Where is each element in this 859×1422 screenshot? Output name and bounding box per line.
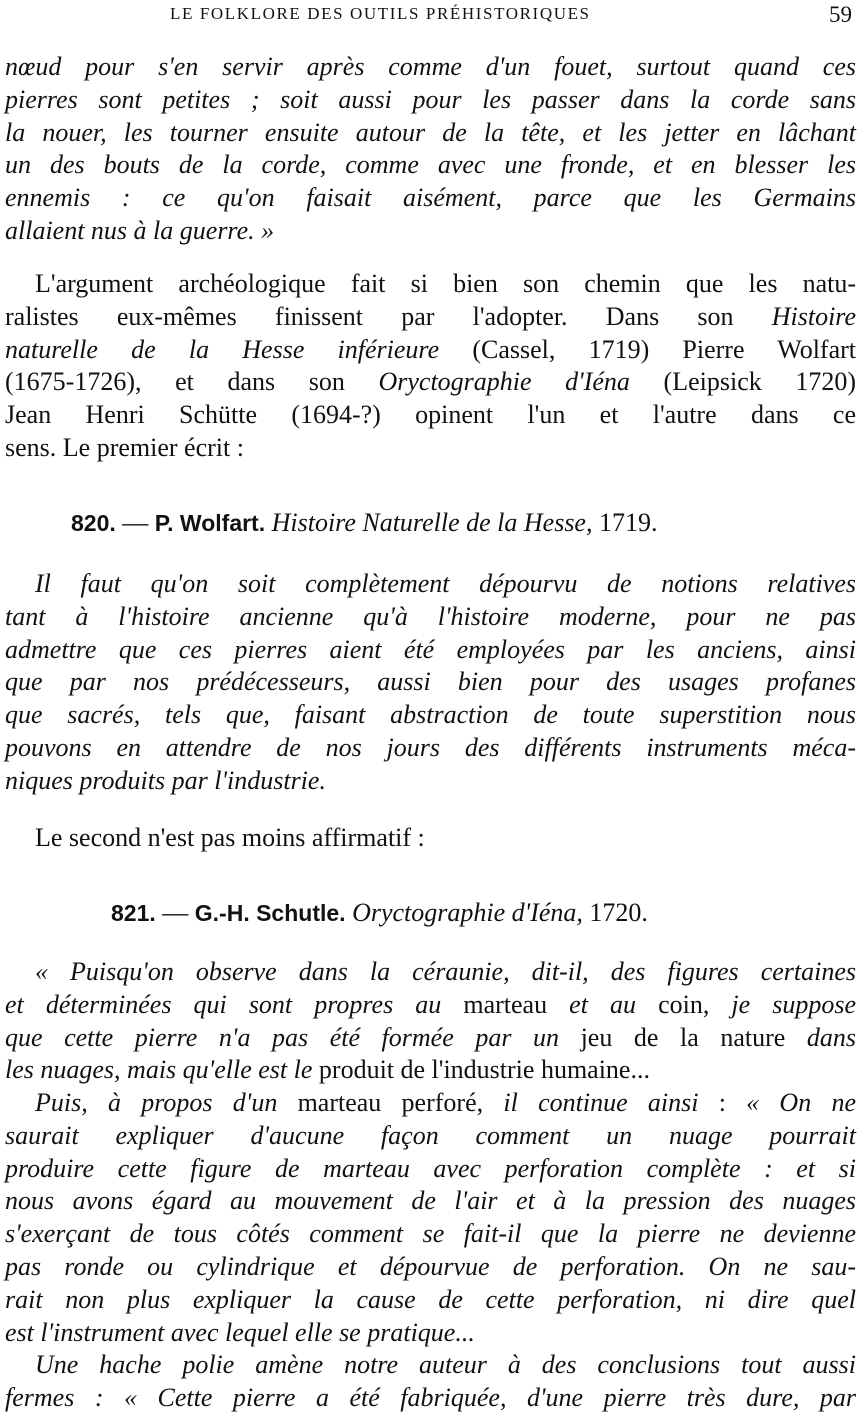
- quote-wolfart: [5, 568, 856, 798]
- book-title: Oryctographie d'Iéna: [378, 367, 630, 397]
- entry-title: Oryctographie d'Iéna,: [345, 898, 583, 927]
- text-line: Une hache polie amène notre auteur à des conclusions tout aussi: [35, 1350, 856, 1379]
- entry-author: P. Wolfart.: [154, 510, 266, 536]
- entry-year: 1719.: [592, 508, 658, 537]
- entry-number: 820.: [71, 510, 116, 536]
- text-line: que cette pierre n'a pas été formée par un jeu de la nature dans: [5, 1022, 856, 1052]
- entry-author: G.-H. Schutle.: [194, 900, 346, 926]
- text-line: et déterminées qui sont propres au marteau et au coin, je suppose: [5, 989, 857, 1019]
- text-line: rait non plus expliquer la cause de cette perforation, ni dire quel: [5, 1284, 856, 1314]
- text-line: pierres sont petites ; soit aussi pour les passer dans la corde sans: [5, 84, 856, 114]
- text-line: la nouer, les tourner ensuite autour de la tête, et les jetter en lâchant: [5, 117, 856, 147]
- page-number: 59: [829, 2, 852, 27]
- text-line: sens. Le premier écrit :: [5, 432, 244, 462]
- text-line: admettre que ces pierres aient été employées par les anciens, ainsi: [5, 634, 856, 664]
- entry-year: 1720.: [582, 898, 648, 927]
- book-title: naturelle de la Hesse inférieure: [5, 334, 440, 364]
- paragraph-hammer: [5, 1087, 856, 1349]
- text-line: Le second n'est pas moins affirmatif :: [35, 823, 425, 852]
- text-line: ennemis : ce qu'on faisait aisément, parce que les Germains: [5, 183, 856, 213]
- text-line: s'exerçant de tous côtés comment se fait-il que la pierre ne devienne: [5, 1219, 856, 1249]
- entry-title: Histoire Naturelle de la Hesse,: [265, 508, 593, 537]
- quote-schutte: [5, 956, 856, 1087]
- book-title: Histoire: [771, 301, 856, 331]
- quote-continuation: [5, 51, 856, 248]
- heading-821: 821. — G.-H. Schutle. Oryctographie d'Iéna, 1720.: [111, 898, 648, 927]
- text-line: les nuages, mais qu'elle est le produit de l'industrie humaine...: [5, 1055, 650, 1085]
- entry-number: 821.: [111, 900, 156, 926]
- text-line: naturelle de la Hesse inférieure (Cassel, 1719) Pierre Wolfart: [5, 334, 856, 364]
- text-line: nœud pour s'en servir après comme d'un fouet, surtout quand ces: [5, 52, 856, 81]
- text-line: niques produits par l'industrie.: [5, 765, 326, 795]
- text-line: L'argument archéologique fait si bien son chemin que les natu-: [35, 269, 856, 298]
- paragraph-axe: [5, 1349, 856, 1415]
- paragraph-second: [5, 822, 856, 855]
- text-line: Jean Henri Schütte (1694-?) opinent l'un et l'autre dans ce: [5, 400, 856, 430]
- text-line: nous avons égard au mouvement de l'air et à la pression des nuages: [5, 1186, 856, 1216]
- running-title: LE FOLKLORE DES OUTILS PRÉHISTORIQUES: [170, 4, 591, 23]
- running-head: [5, 2, 856, 28]
- text-line: produire cette figure de marteau avec perforation complète : et si: [5, 1153, 856, 1183]
- paragraph-argument: [5, 268, 856, 465]
- text-line: est l'instrument avec lequel elle se pratique...: [5, 1317, 475, 1347]
- text-line: Il faut qu'on soit complètement dépourvu de notions relatives: [35, 569, 856, 598]
- text-line: un des bouts de la corde, comme avec une fronde, et en blesser les: [5, 150, 856, 180]
- text-line: pas ronde ou cylindrique et dépourvue de perforation. On ne sau-: [5, 1251, 856, 1281]
- text-line: que par nos prédécesseurs, aussi bien pour des usages profanes: [5, 667, 856, 697]
- heading-820: 820. — P. Wolfart. Histoire Naturelle de la Hesse, 1719.: [71, 508, 658, 537]
- text-line: fermes : « Cette pierre a été fabriquée, d'une pierre très dure, par: [5, 1382, 856, 1412]
- text-line: que sacrés, tels que, faisant abstraction de toute superstition nous: [5, 700, 856, 730]
- text-line: ralistes eux-mêmes finissent par l'adopter. Dans son Histoire: [5, 301, 856, 331]
- text-line: saurait expliquer d'aucune façon comment un nuage pourrait: [5, 1120, 856, 1150]
- text-line: « Puisqu'on observe dans la céraunie, dit-il, des figures certaines: [35, 957, 856, 986]
- book-page: [5, 0, 856, 1422]
- text-line: (1675-1726), et dans son Oryctographie d'Iéna (Leipsick 1720): [5, 367, 857, 397]
- text-line: allaient nus à la guerre. »: [5, 215, 275, 245]
- text-line: Puis, à propos d'un marteau perforé, il continue ainsi : « On ne: [35, 1088, 856, 1117]
- text-line: tant à l'histoire ancienne qu'à l'histoire moderne, pour ne pas: [5, 601, 856, 631]
- text-line: pouvons en attendre de nos jours des différents instruments méca-: [5, 732, 856, 762]
